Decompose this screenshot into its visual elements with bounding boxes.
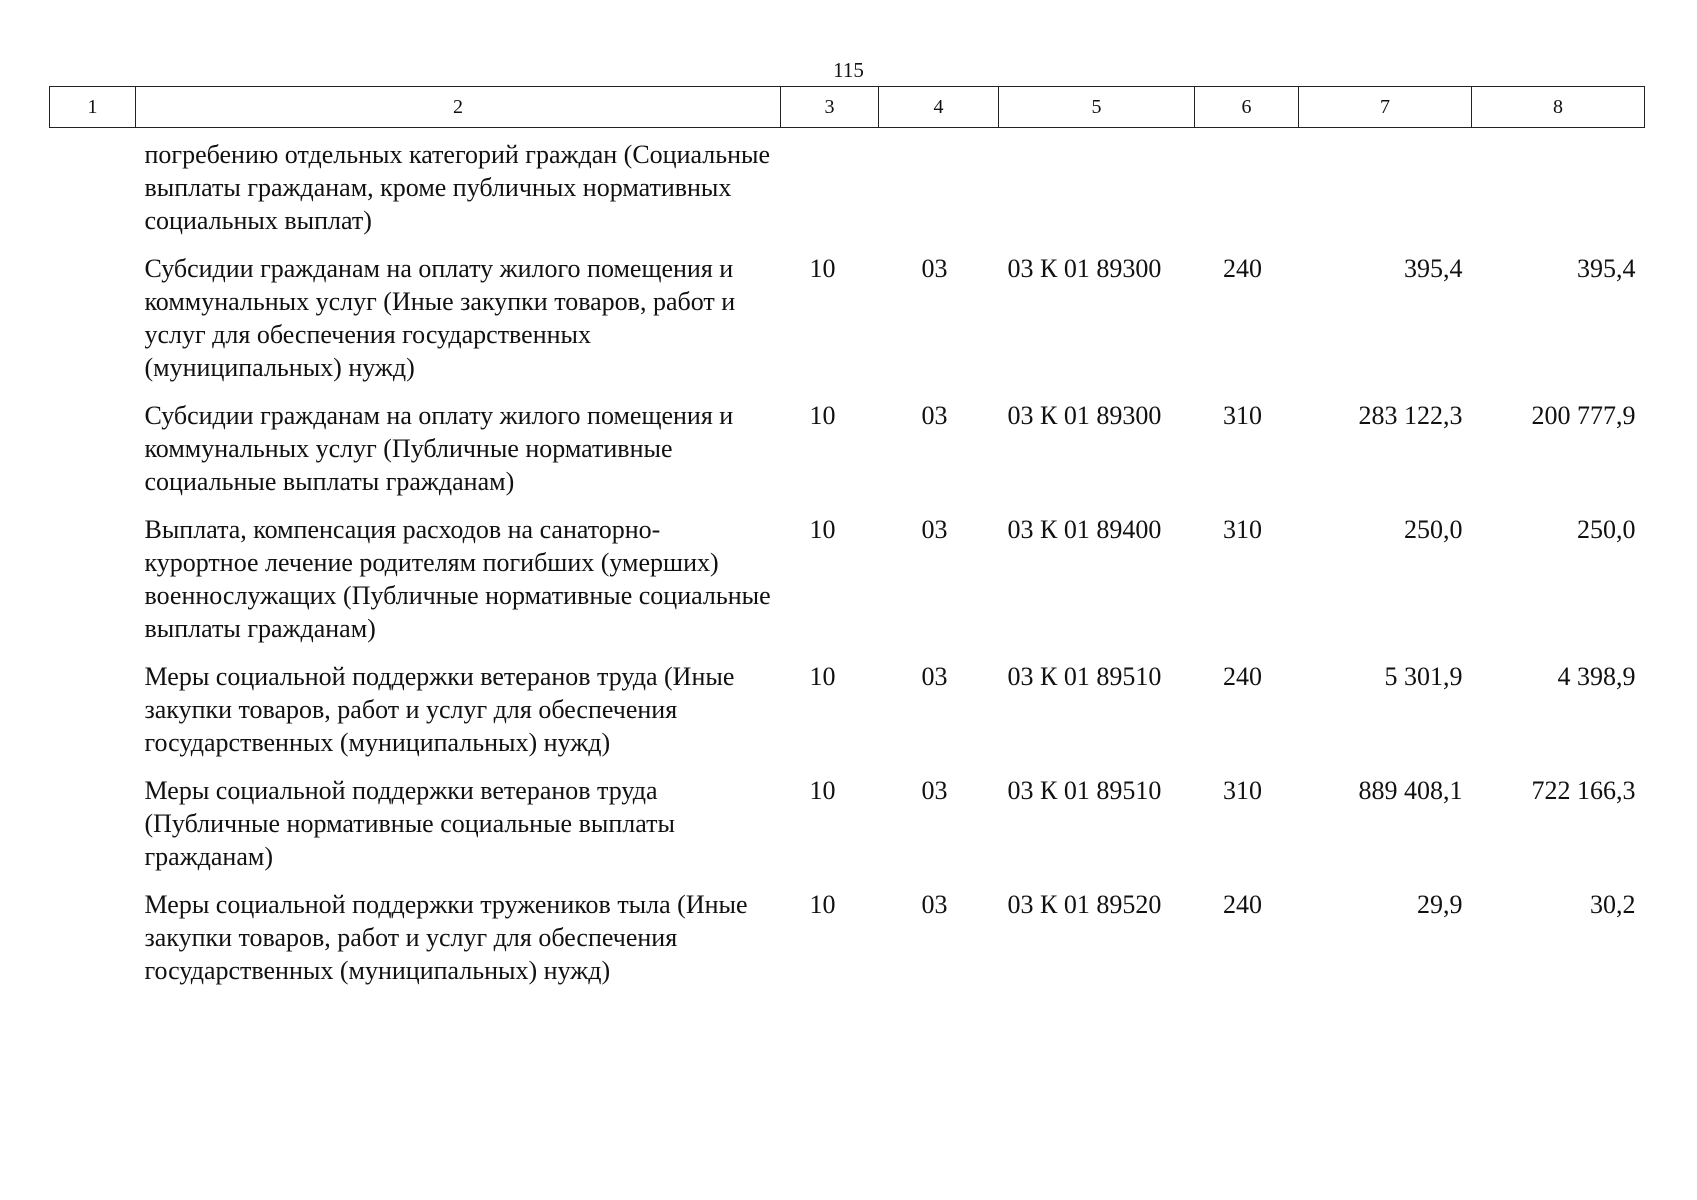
row-amount-2: 250,0 — [1577, 515, 1636, 544]
row-description: Меры социальной поддержки тружеников тыла (Иные закупки товаров, работ и услуг для обеспечения государственных (муниципальных) нужд) — [144, 890, 748, 985]
row-expense-type: 240 — [1223, 254, 1262, 283]
row-number — [50, 888, 136, 1002]
row-description: погребению отдельных категорий граждан (Социальные выплаты гражданам, кроме публичных нормативных социальных выплат) — [144, 140, 771, 235]
row-number — [50, 128, 136, 253]
row-expense-type: 310 — [1223, 401, 1262, 430]
row-subsection: 03 — [921, 662, 948, 691]
row-description: Субсидии гражданам на оплату жилого помещения и коммунальных услуг (Публичные нормативные социальные выплаты гражданам) — [144, 401, 734, 496]
row-amount-2 — [1472, 128, 1645, 253]
row-target-article: 03 К 01 89520 — [1007, 890, 1162, 919]
table-row — [50, 513, 1645, 660]
row-section: 10 — [809, 662, 836, 691]
row-amount-1: 889 408,1 — [1358, 776, 1463, 805]
table-row — [50, 128, 1645, 253]
row-amount-2: 722 166,3 — [1531, 776, 1636, 805]
row-amount-1: 5 301,9 — [1384, 662, 1463, 691]
row-number — [50, 252, 136, 399]
header-col-3: 3 — [781, 87, 879, 128]
row-section: 10 — [809, 515, 836, 544]
row-expense-type — [1195, 128, 1299, 253]
row-subsection — [879, 128, 999, 253]
row-section — [781, 128, 879, 253]
header-col-1: 1 — [50, 87, 136, 128]
row-number — [50, 660, 136, 774]
header-col-7: 7 — [1299, 87, 1472, 128]
row-target-article: 03 К 01 89510 — [1007, 662, 1162, 691]
row-amount-1: 283 122,3 — [1358, 401, 1463, 430]
table-row — [50, 774, 1645, 888]
page-number: 115 — [833, 58, 864, 82]
row-description: Меры социальной поддержки ветеранов труда (Публичные нормативные социальные выплаты гражданам) — [144, 776, 675, 871]
row-subsection: 03 — [921, 401, 948, 430]
row-amount-2: 395,4 — [1577, 254, 1636, 283]
row-target-article: 03 К 01 89510 — [1007, 776, 1162, 805]
row-amount-2: 30,2 — [1590, 890, 1636, 919]
row-subsection: 03 — [921, 776, 948, 805]
header-col-6: 6 — [1195, 87, 1299, 128]
row-section: 10 — [809, 401, 836, 430]
row-expense-type: 310 — [1223, 515, 1262, 544]
table-body — [50, 128, 1645, 1003]
header-col-8: 8 — [1472, 87, 1645, 128]
row-number — [50, 774, 136, 888]
row-amount-1: 29,9 — [1417, 890, 1463, 919]
row-expense-type: 310 — [1223, 776, 1262, 805]
row-expense-type: 240 — [1223, 890, 1262, 919]
row-target-article: 03 К 01 89300 — [1007, 254, 1162, 283]
row-amount-2: 200 777,9 — [1531, 401, 1636, 430]
row-section: 10 — [809, 254, 836, 283]
header-col-4: 4 — [879, 87, 999, 128]
row-section: 10 — [809, 890, 836, 919]
row-amount-1: 395,4 — [1404, 254, 1463, 283]
row-expense-type: 240 — [1223, 662, 1262, 691]
table-row — [50, 660, 1645, 774]
row-subsection: 03 — [921, 254, 948, 283]
row-amount-1 — [1299, 128, 1472, 253]
header-col-2: 2 — [136, 87, 781, 128]
row-target-article — [999, 128, 1195, 253]
budget-table — [49, 86, 1645, 1002]
row-amount-2: 4 398,9 — [1557, 662, 1636, 691]
row-number — [50, 399, 136, 513]
row-subsection: 03 — [921, 515, 948, 544]
row-target-article: 03 К 01 89300 — [1007, 401, 1162, 430]
row-description: Выплата, компенсация расходов на санаторно-курортное лечение родителям погибших (умерших) военнослужащих (Публичные нормативные социальные выплаты гражданам) — [144, 515, 771, 643]
header-row — [50, 87, 1645, 128]
row-number — [50, 513, 136, 660]
header-col-5: 5 — [999, 87, 1195, 128]
table-row — [50, 888, 1645, 1002]
row-description: Меры социальной поддержки ветеранов труда (Иные закупки товаров, работ и услуг для обеспечения государственных (муниципальных) нужд) — [144, 662, 735, 757]
row-amount-1: 250,0 — [1404, 515, 1463, 544]
table-header — [50, 87, 1645, 128]
table-row — [50, 252, 1645, 399]
row-target-article: 03 К 01 89400 — [1007, 515, 1162, 544]
row-subsection: 03 — [921, 890, 948, 919]
row-section: 10 — [809, 776, 836, 805]
table-row — [50, 399, 1645, 513]
row-description: Субсидии гражданам на оплату жилого помещения и коммунальных услуг (Иные закупки товаров, работ и услуг для обеспечения государственных (муниципальных) нужд) — [144, 254, 736, 382]
